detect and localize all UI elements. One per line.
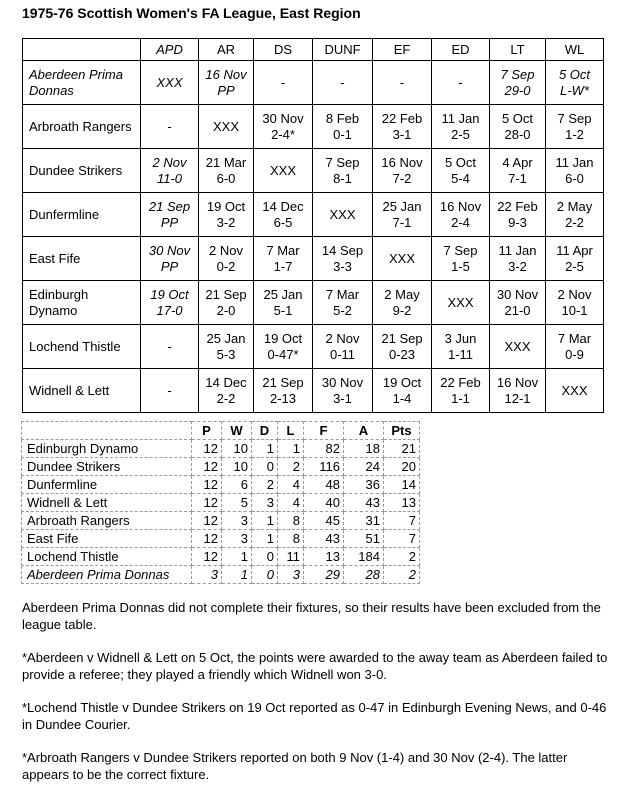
fixture-date: XXX xyxy=(156,74,183,90)
fixture-date: 5 Oct xyxy=(444,154,477,170)
fixture-date: - xyxy=(167,118,172,134)
fixture-date: 19 Oct xyxy=(150,286,189,302)
fixture-score: 6-0 xyxy=(216,170,236,186)
league-row xyxy=(22,494,420,512)
fixture-date: 5 Oct xyxy=(501,110,534,126)
league-stat: 82 xyxy=(304,440,344,458)
fixture-cell xyxy=(373,61,432,105)
league-team-name: Lochend Thistle xyxy=(22,548,192,566)
league-stat: 45 xyxy=(304,512,344,530)
fixture-score: 0-23 xyxy=(388,346,416,362)
fixture-cell xyxy=(141,149,199,193)
league-row xyxy=(22,566,420,584)
league-stat: 43 xyxy=(304,530,344,548)
fixture-date: - xyxy=(167,338,172,354)
fixture-cell xyxy=(254,369,313,413)
fixture-score: 2-2 xyxy=(565,214,584,230)
fixture-date: 19 Oct xyxy=(382,374,422,390)
fixture-cell xyxy=(254,325,313,369)
fixtures-row xyxy=(23,237,604,281)
fixture-date: 3 Jun xyxy=(444,330,477,346)
fixture-date: 2 Nov xyxy=(325,330,360,346)
fixture-cell xyxy=(432,105,490,149)
fixture-cell xyxy=(373,369,432,413)
fixture-date: 7 Mar xyxy=(557,330,592,346)
fixture-score: 2-0 xyxy=(216,302,236,318)
league-row xyxy=(22,476,420,494)
team-name: Aberdeen Prima Donnas xyxy=(23,61,141,105)
fixture-score: 0-2 xyxy=(216,258,236,274)
league-stat: 12 xyxy=(192,494,222,512)
fixture-score: 3-2 xyxy=(216,214,236,230)
fixture-cell xyxy=(141,193,199,237)
league-stat: 6 xyxy=(222,476,252,494)
league-stat: 10 xyxy=(222,440,252,458)
league-team-name: Dundee Strikers xyxy=(22,458,192,476)
fixture-score: 21-0 xyxy=(504,302,531,318)
fixture-date: 16 Nov xyxy=(496,374,539,390)
fixture-cell xyxy=(373,193,432,237)
fixture-cell xyxy=(546,193,604,237)
fixture-date: 11 Jan xyxy=(441,110,480,126)
league-stat: 13 xyxy=(304,548,344,566)
page-title: 1975-76 Scottish Women's FA League, East Region xyxy=(22,5,361,21)
league-stat: 4 xyxy=(278,476,304,494)
league-row xyxy=(22,458,420,476)
league-stat: 14 xyxy=(384,476,420,494)
fixture-date: 7 Sep xyxy=(325,154,360,170)
fixture-score: PP xyxy=(160,258,179,274)
fixture-date: - xyxy=(167,382,172,398)
league-column-header: Pts xyxy=(384,422,420,440)
fixture-cell xyxy=(141,237,199,281)
note-arbroath-dundee: *Arbroath Rangers v Dundee Strikers reported on both 9 Nov (1-4) and 30 Nov (2-4). The latter appears to be the correct fixture. xyxy=(22,750,568,782)
league-stat: 24 xyxy=(344,458,384,476)
fixture-score: 7-1 xyxy=(508,170,527,186)
column-header: DUNF xyxy=(313,39,373,61)
fixture-score: 0-1 xyxy=(333,126,352,142)
fixture-cell xyxy=(313,105,373,149)
league-stat: 4 xyxy=(278,494,304,512)
fixture-cell xyxy=(313,281,373,325)
fixture-date: XXX xyxy=(447,294,474,310)
league-row xyxy=(22,512,420,530)
fixture-date: 22 Feb xyxy=(381,110,423,126)
league-stat: 3 xyxy=(222,530,252,548)
fixture-cell xyxy=(432,369,490,413)
league-team-name: East Fife xyxy=(22,530,192,548)
fixture-cell xyxy=(254,237,313,281)
fixture-score: PP xyxy=(217,82,235,98)
fixture-cell xyxy=(432,149,490,193)
league-row xyxy=(22,530,420,548)
league-stat: 3 xyxy=(192,566,222,584)
fixture-score: 9-2 xyxy=(392,302,412,318)
league-column-header: L xyxy=(278,422,304,440)
team-name: Arbroath Rangers xyxy=(23,105,141,149)
fixture-cell xyxy=(313,149,373,193)
fixture-date: 25 Jan xyxy=(263,286,303,302)
note-aberdeen-widnell: *Aberdeen v Widnell & Lett on 5 Oct, the points were awarded to the away team as Aberdeen failed to provide a referee; they played a friendly which Widnell won 3-0. xyxy=(22,650,608,682)
fixture-cell xyxy=(199,237,254,281)
league-stat: 21 xyxy=(384,440,420,458)
fixture-date: 2 May xyxy=(556,198,593,214)
fixture-score: 5-4 xyxy=(451,170,470,186)
fixture-cell xyxy=(313,237,373,281)
fixture-date: XXX xyxy=(388,250,415,266)
league-stat: 0 xyxy=(252,566,278,584)
fixture-score: 10-1 xyxy=(561,302,588,318)
note-lochend-dundee: *Lochend Thistle v Dundee Strikers on 19 Oct reported as 0-47 in Edinburgh Evening News, and 0-46 in Dundee Courier. xyxy=(22,700,607,732)
column-header: AR xyxy=(199,39,254,61)
fixture-date: 21 Sep xyxy=(381,330,423,346)
fixture-score: 6-5 xyxy=(273,214,293,230)
league-stat: 18 xyxy=(344,440,384,458)
league-stat: 3 xyxy=(252,494,278,512)
league-column-header: F xyxy=(304,422,344,440)
fixture-score: 3-1 xyxy=(392,126,412,142)
fixture-date: - xyxy=(399,74,405,90)
fixture-cell xyxy=(199,105,254,149)
fixture-cell xyxy=(141,281,199,325)
league-stat: 12 xyxy=(192,440,222,458)
league-stat: 3 xyxy=(278,566,304,584)
fixture-score: 8-1 xyxy=(333,170,352,186)
league-stat: 2 xyxy=(252,476,278,494)
fixture-cell xyxy=(373,281,432,325)
fixtures-header-row xyxy=(23,39,604,61)
fixture-cell xyxy=(490,61,546,105)
fixtures-row xyxy=(23,105,604,149)
fixture-date: 21 Sep xyxy=(262,374,304,390)
fixture-cell xyxy=(254,281,313,325)
fixture-date: 2 Nov xyxy=(152,154,187,170)
fixture-date: 30 Nov xyxy=(148,242,191,258)
fixture-cell xyxy=(546,281,604,325)
team-name: Dundee Strikers xyxy=(23,149,141,193)
fixture-date: 7 Mar xyxy=(266,242,300,258)
fixture-cell xyxy=(254,105,313,149)
league-stat: 1 xyxy=(222,566,252,584)
fixture-cell xyxy=(313,325,373,369)
fixture-date: 19 Oct xyxy=(263,330,303,346)
fixture-score: 3-1 xyxy=(333,390,352,406)
fixture-cell xyxy=(254,149,313,193)
fixture-score: 2-4 xyxy=(451,214,470,230)
fixture-cell xyxy=(254,61,313,105)
fixture-date: 21 Mar xyxy=(205,154,247,170)
fixture-score: 1-1 xyxy=(451,390,470,406)
fixture-cell xyxy=(141,61,199,105)
fixtures-row xyxy=(23,369,604,413)
fixture-date: - xyxy=(280,74,286,90)
fixture-date: - xyxy=(340,74,345,90)
league-stat: 10 xyxy=(222,458,252,476)
fixture-score: 7-2 xyxy=(392,170,412,186)
fixture-cell xyxy=(490,237,546,281)
fixture-date: 5 Oct xyxy=(558,66,591,82)
fixture-cell xyxy=(546,105,604,149)
fixture-score: 2-4* xyxy=(271,126,295,142)
fixture-date: 30 Nov xyxy=(496,286,539,302)
fixture-cell xyxy=(490,149,546,193)
fixture-date: 11 Jan xyxy=(498,242,537,258)
fixture-date: 21 Sep xyxy=(148,198,191,214)
league-stat: 48 xyxy=(304,476,344,494)
fixture-cell xyxy=(432,61,490,105)
note-excluded: Aberdeen Prima Donnas did not complete their fixtures, so their results have been excluded from the league table. xyxy=(22,600,601,632)
fixture-date: 2 Nov xyxy=(557,286,592,302)
fixture-cell xyxy=(199,61,254,105)
league-column-header: A xyxy=(344,422,384,440)
team-name: Edinburgh Dynamo xyxy=(23,281,141,325)
league-stat: 12 xyxy=(192,512,222,530)
fixtures-row xyxy=(23,61,604,105)
fixture-cell xyxy=(373,149,432,193)
fixture-score: 2-13 xyxy=(269,390,297,406)
league-team-name: Edinburgh Dynamo xyxy=(22,440,192,458)
fixture-cell xyxy=(313,61,373,105)
fixture-cell xyxy=(313,193,373,237)
league-stat: 8 xyxy=(278,530,304,548)
fixture-date: 7 Sep xyxy=(557,110,592,126)
fixture-cell xyxy=(490,193,546,237)
fixture-date: XXX xyxy=(269,162,296,178)
league-stat: 1 xyxy=(278,440,304,458)
fixture-cell xyxy=(490,105,546,149)
league-team-name: Aberdeen Prima Donnas xyxy=(22,566,192,584)
league-stat: 20 xyxy=(384,458,420,476)
fixture-score: 12-1 xyxy=(504,390,531,406)
league-stat: 36 xyxy=(344,476,384,494)
fixture-cell xyxy=(373,105,432,149)
fixture-date: 2 May xyxy=(384,286,420,302)
fixture-score: PP xyxy=(160,214,179,230)
fixture-date: 7 Mar xyxy=(325,286,360,302)
league-column-header: D xyxy=(252,422,278,440)
fixture-date: XXX xyxy=(212,118,239,134)
fixture-cell xyxy=(141,105,199,149)
league-stat: 7 xyxy=(384,512,420,530)
fixture-cell xyxy=(546,61,604,105)
league-stat: 11 xyxy=(278,548,304,566)
fixture-date: - xyxy=(458,74,463,90)
fixture-date: 22 Feb xyxy=(497,198,538,214)
fixtures-row xyxy=(23,193,604,237)
fixture-date: 30 Nov xyxy=(321,374,364,390)
fixture-score: 0-9 xyxy=(565,346,584,362)
fixture-score: 3-3 xyxy=(333,258,352,274)
league-stat: 51 xyxy=(344,530,384,548)
league-stat: 12 xyxy=(192,548,222,566)
fixture-cell xyxy=(373,325,432,369)
league-stat: 7 xyxy=(384,530,420,548)
league-stat: 12 xyxy=(192,458,222,476)
league-column-header: P xyxy=(192,422,222,440)
fixture-cell xyxy=(490,369,546,413)
fixture-cell xyxy=(432,281,490,325)
fixture-date: XXX xyxy=(561,382,588,398)
fixture-cell xyxy=(199,325,254,369)
column-header: WL xyxy=(546,39,604,61)
fixture-date: 7 Sep xyxy=(500,66,535,82)
fixtures-row xyxy=(23,281,604,325)
fixture-date: 16 Nov xyxy=(381,154,423,170)
corner-cell xyxy=(23,39,141,61)
league-stat: 0 xyxy=(252,548,278,566)
team-name: Dunfermline xyxy=(23,193,141,237)
league-stat: 184 xyxy=(344,548,384,566)
fixture-cell xyxy=(373,237,432,281)
fixture-score: 9-3 xyxy=(508,214,527,230)
fixture-cell xyxy=(141,369,199,413)
fixture-cell xyxy=(313,369,373,413)
league-row xyxy=(22,548,420,566)
league-row xyxy=(22,440,420,458)
fixture-score: 11-0 xyxy=(156,170,183,186)
fixture-score: 3-2 xyxy=(508,258,527,274)
league-team-name: Dunfermline xyxy=(22,476,192,494)
fixture-cell xyxy=(254,193,313,237)
league-stat: 43 xyxy=(344,494,384,512)
fixture-score: 6-0 xyxy=(565,170,584,186)
fixture-date: 11 Apr xyxy=(556,242,593,258)
league-stat: 2 xyxy=(384,548,420,566)
fixture-cell xyxy=(199,193,254,237)
fixture-score: 17-0 xyxy=(156,302,183,318)
fixture-date: 11 Jan xyxy=(555,154,594,170)
fixture-date: 16 Nov xyxy=(439,198,482,214)
fixture-cell xyxy=(490,325,546,369)
team-name: Widnell & Lett xyxy=(23,369,141,413)
league-stat: 28 xyxy=(344,566,384,584)
fixture-score: 5-2 xyxy=(333,302,352,318)
fixture-date: 14 Sep xyxy=(321,242,364,258)
fixture-date: 16 Nov xyxy=(205,66,247,82)
fixture-date: 4 Apr xyxy=(502,154,533,170)
fixture-score: 5-1 xyxy=(273,302,293,318)
fixture-score: 7-1 xyxy=(392,214,412,230)
fixture-score: 2-5 xyxy=(451,126,470,142)
fixture-date: XXX xyxy=(504,338,531,354)
fixture-score: 0-11 xyxy=(329,346,356,362)
league-stat: 40 xyxy=(304,494,344,512)
fixture-score: 29-0 xyxy=(504,82,531,98)
fixture-date: 25 Jan xyxy=(382,198,422,214)
fixture-cell xyxy=(199,149,254,193)
fixture-cell xyxy=(546,149,604,193)
league-stat: 1 xyxy=(252,440,278,458)
league-stat: 31 xyxy=(344,512,384,530)
fixture-cell xyxy=(199,369,254,413)
league-stat: 12 xyxy=(192,530,222,548)
fixture-score: 1-2 xyxy=(565,126,584,142)
fixture-date: 8 Feb xyxy=(325,110,360,126)
fixture-date: XXX xyxy=(329,206,356,222)
fixture-cell xyxy=(199,281,254,325)
league-column-header: W xyxy=(222,422,252,440)
fixture-cell xyxy=(490,281,546,325)
notes xyxy=(22,599,612,799)
fixtures-row xyxy=(23,325,604,369)
league-stat: 2 xyxy=(278,458,304,476)
fixture-score: 1-4 xyxy=(392,390,412,406)
column-header: DS xyxy=(254,39,313,61)
fixtures-table xyxy=(22,38,604,413)
fixture-date: 14 Dec xyxy=(262,198,304,214)
fixture-score: 1-7 xyxy=(273,258,293,274)
fixture-score: 1-11 xyxy=(447,346,474,362)
fixture-score: 2-2 xyxy=(216,390,236,406)
fixtures-row xyxy=(23,149,604,193)
league-stat: 0 xyxy=(252,458,278,476)
fixture-date: 19 Oct xyxy=(206,198,246,214)
fixture-score: 0-47* xyxy=(267,346,299,362)
fixture-score: 1-5 xyxy=(451,258,470,274)
fixture-date: 30 Nov xyxy=(262,110,304,126)
league-stat: 1 xyxy=(252,512,278,530)
league-table xyxy=(21,421,420,584)
league-stat: 116 xyxy=(304,458,344,476)
league-stat: 1 xyxy=(222,548,252,566)
column-header: ED xyxy=(432,39,490,61)
column-header: EF xyxy=(373,39,432,61)
fixture-date: 21 Sep xyxy=(205,286,247,302)
league-stat: 2 xyxy=(384,566,420,584)
league-stat: 29 xyxy=(304,566,344,584)
fixture-cell xyxy=(432,237,490,281)
fixture-cell xyxy=(546,237,604,281)
fixture-score: 5-3 xyxy=(216,346,236,362)
league-team-name: Widnell & Lett xyxy=(22,494,192,512)
league-team-name: Arbroath Rangers xyxy=(22,512,192,530)
league-stat: 5 xyxy=(222,494,252,512)
fixture-score: L-W* xyxy=(560,82,589,98)
fixture-score: 2-5 xyxy=(565,258,584,274)
fixture-date: 2 Nov xyxy=(209,242,243,258)
column-header: APD xyxy=(141,39,199,61)
league-header-row xyxy=(22,422,420,440)
fixture-cell xyxy=(432,325,490,369)
fixture-date: 14 Dec xyxy=(205,374,247,390)
league-stat: 13 xyxy=(384,494,420,512)
fixture-date: 7 Sep xyxy=(443,242,478,258)
column-header: LT xyxy=(490,39,546,61)
fixture-cell xyxy=(546,325,604,369)
team-name: East Fife xyxy=(23,237,141,281)
team-name: Lochend Thistle xyxy=(23,325,141,369)
league-stat: 3 xyxy=(222,512,252,530)
fixture-score: 28-0 xyxy=(504,126,531,142)
fixture-cell xyxy=(546,369,604,413)
fixture-cell xyxy=(432,193,490,237)
league-stat: 8 xyxy=(278,512,304,530)
fixture-date: 25 Jan xyxy=(206,330,246,346)
league-column-header xyxy=(22,422,192,440)
fixture-date: 22 Feb xyxy=(440,374,481,390)
league-stat: 1 xyxy=(252,530,278,548)
fixture-cell xyxy=(141,325,199,369)
league-stat: 12 xyxy=(192,476,222,494)
